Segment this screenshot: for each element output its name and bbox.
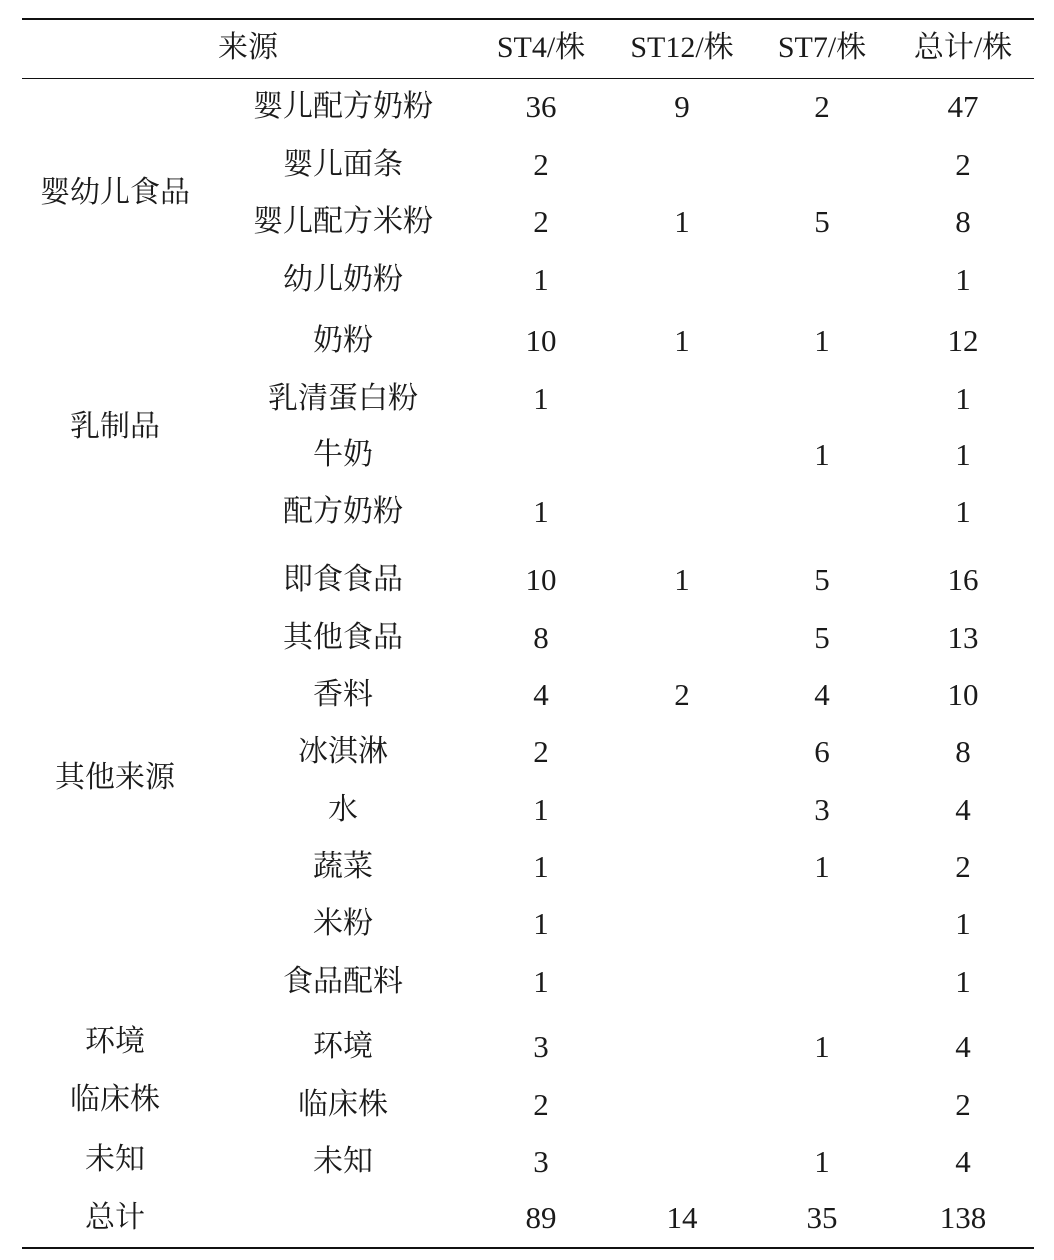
row-st12 [612,262,752,298]
category-environment: 环境 [85,1024,145,1059]
row-st4: 1 [533,494,549,529]
row-total: 2 [955,849,971,884]
row-st7: 1 [814,1144,830,1179]
row-total: 1 [955,906,971,941]
row-st12: 1 [674,562,690,597]
total-st7: 35 [806,1200,838,1235]
row-total: 47 [947,89,979,124]
row-st7: 6 [814,734,830,769]
category-unknown: 未知 [85,1142,145,1177]
row-total: 2 [955,147,971,182]
total-st4: 89 [525,1200,557,1235]
row-st4: 1 [533,381,549,416]
row-total: 8 [955,204,971,239]
row-source: 乳清蛋白粉 [268,381,418,416]
row-total: 4 [955,1144,971,1179]
row-st12 [612,381,752,417]
row-st12 [612,620,752,656]
row-source: 奶粉 [313,323,373,358]
row-st12 [612,1144,752,1180]
row-st7: 5 [814,562,830,597]
total-st12: 14 [666,1200,698,1235]
row-source: 蔬菜 [313,849,373,884]
row-st12 [612,906,752,942]
row-total: 13 [947,620,979,655]
header-rule [22,78,1034,79]
row-total: 1 [955,437,971,472]
row-source: 配方奶粉 [283,494,403,529]
row-source: 婴儿配方米粉 [253,204,433,239]
row-st4: 3 [533,1029,549,1064]
row-total: 10 [947,677,979,712]
row-st7: 1 [814,437,830,472]
row-st4: 36 [525,89,557,124]
bottom-rule [22,1247,1034,1249]
row-st12: 1 [674,204,690,239]
row-st12 [612,494,752,530]
strain-source-table [22,18,1034,1250]
row-source: 婴儿面条 [283,147,403,182]
row-st4: 4 [533,677,549,712]
header-source: 来源 [218,30,278,65]
row-source: 临床株 [298,1087,388,1122]
row-st7: 1 [814,1029,830,1064]
row-st12 [612,437,752,473]
row-st4: 2 [533,1087,549,1122]
row-total: 12 [947,323,979,358]
row-source: 米粉 [313,906,373,941]
row-source: 未知 [313,1144,373,1179]
row-st4: 2 [533,204,549,239]
row-total: 8 [955,734,971,769]
row-total: 1 [955,494,971,529]
row-st12: 2 [674,677,690,712]
category-dairy: 乳制品 [70,409,160,444]
row-st7 [752,147,892,183]
row-st4: 1 [533,964,549,999]
row-total: 1 [955,381,971,416]
row-total: 1 [955,964,971,999]
row-source: 其他食品 [283,620,403,655]
row-total: 4 [955,1029,971,1064]
row-st12: 9 [674,89,690,124]
row-st4: 2 [533,147,549,182]
row-st7 [752,262,892,298]
row-st4: 1 [533,906,549,941]
row-total: 4 [955,792,971,827]
row-st7: 5 [814,204,830,239]
row-st4: 10 [525,562,557,597]
row-source: 香料 [313,677,373,712]
row-source: 环境 [313,1029,373,1064]
row-total: 16 [947,562,979,597]
top-rule [22,18,1034,20]
row-st12 [612,849,752,885]
row-st7: 1 [814,323,830,358]
row-st4: 8 [533,620,549,655]
row-total: 1 [955,262,971,297]
row-st7: 4 [814,677,830,712]
row-st4: 1 [533,849,549,884]
row-source: 幼儿奶粉 [283,262,403,297]
category-infant-food: 婴幼儿食品 [40,175,190,210]
category-other: 其他来源 [55,760,175,795]
row-source: 冰淇淋 [298,734,388,769]
row-st12 [612,147,752,183]
row-st12 [612,734,752,770]
row-source: 水 [328,792,358,827]
row-st4: 1 [533,262,549,297]
row-st12 [612,792,752,828]
row-st7: 1 [814,849,830,884]
category-total: 总计 [85,1200,145,1235]
header-st4: ST4/株 [496,31,586,64]
row-source: 婴儿配方奶粉 [253,89,433,124]
row-st7: 3 [814,792,830,827]
row-st7: 2 [814,89,830,124]
row-st12 [612,964,752,1000]
row-st7 [752,964,892,1000]
row-source: 食品配料 [283,964,403,999]
row-st4: 1 [533,792,549,827]
row-st4: 3 [533,1144,549,1179]
category-clinical: 临床株 [70,1082,160,1117]
total-all: 138 [939,1200,987,1235]
row-st7 [752,381,892,417]
row-st7: 5 [814,620,830,655]
row-st12 [612,1029,752,1065]
row-st4: 2 [533,734,549,769]
row-source: 即食食品 [283,562,403,597]
row-st7 [752,1087,892,1123]
row-st7 [752,494,892,530]
header-st12: ST12/株 [630,31,734,64]
row-source: 牛奶 [313,437,373,472]
row-st4: 10 [525,323,557,358]
header-st7: ST7/株 [777,31,867,64]
header-total: 总计/株 [913,31,1013,64]
row-total: 2 [955,1087,971,1122]
row-st7 [752,906,892,942]
row-st12: 1 [674,323,690,358]
row-st12 [612,1087,752,1123]
row-st4 [474,437,608,473]
